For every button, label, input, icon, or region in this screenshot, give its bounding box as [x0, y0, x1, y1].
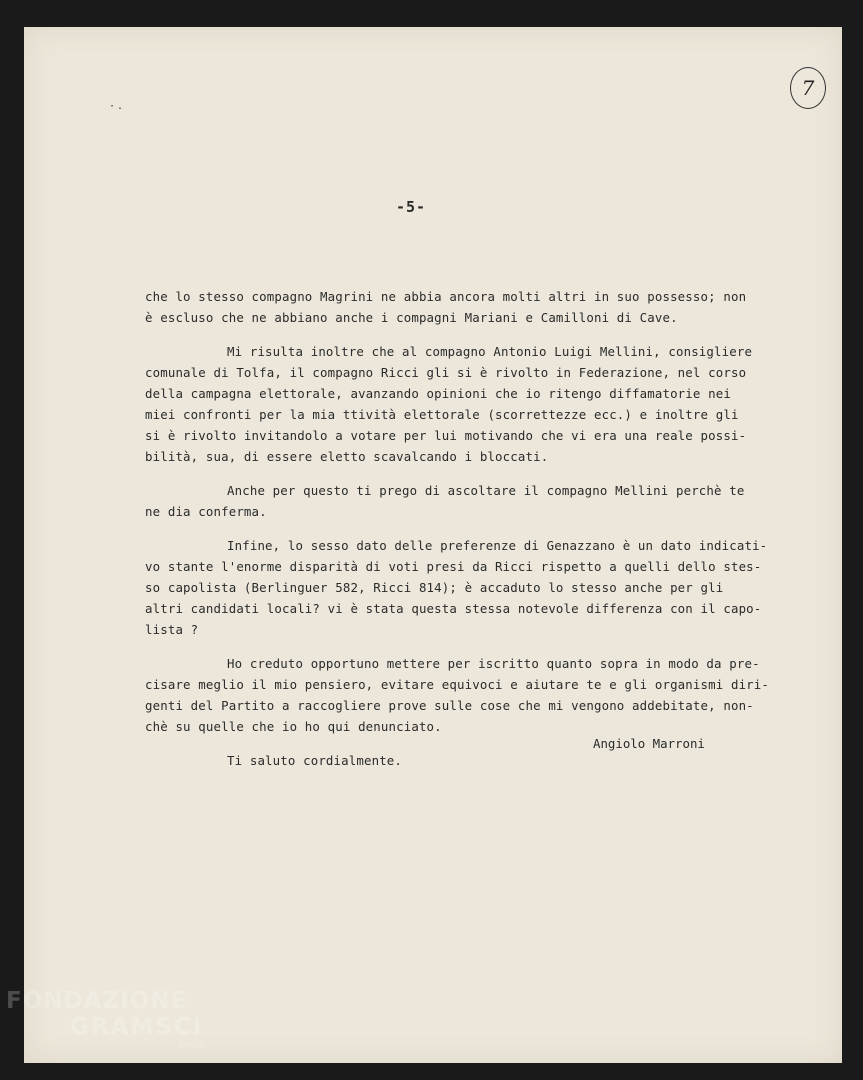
signature: Angiolo Marroni [593, 736, 705, 751]
paragraph-gap [145, 640, 810, 653]
text-line: genti del Partito a raccogliere prove sulle cose che mi vengono addebitate, non- [145, 698, 754, 713]
paragraph [145, 286, 810, 328]
text-line: Mi risulta inoltre che al compagno Antonio Luigi Mellini, consigliere [227, 344, 753, 359]
watermark-line-3: onlus [178, 1040, 205, 1051]
text-line: so capolista (Berlinguer 582, Ricci 814); è accaduto lo stesso anche per gli [145, 580, 724, 595]
text-line: che lo stesso compagno Magrini ne abbia ancora molti altri in suo possesso; non [145, 289, 747, 304]
text-line: bilità, sua, di essere eletto scavalcando i bloccati. [145, 449, 549, 464]
text-line: altri candidati locali? vi è stata questa stessa notevole differenza con il capo- [145, 601, 762, 616]
text-line: Infine, lo sesso dato delle preferenze di Genazzano è un dato indicati- [227, 538, 768, 553]
text-line: Anche per questo ti prego di ascoltare il compagno Mellini perchè te [227, 483, 745, 498]
page-number: -5- [396, 198, 427, 216]
watermark-line-1: FONDAZIONE [6, 988, 188, 1014]
paragraph-gap [145, 467, 810, 480]
letter-body [145, 286, 810, 771]
paragraph [145, 750, 810, 771]
text-line: della campagna elettorale, avanzando opinioni che io ritengo diffamatorie nei [145, 386, 731, 401]
text-line: vo stante l'enorme disparità di voti presi da Ricci rispetto a quelli dello stes- [145, 559, 762, 574]
paragraph [145, 341, 810, 467]
text-line: si è rivolto invitandolo a votare per lui motivando che vi era una reale possi- [145, 428, 747, 443]
paragraph-gap [145, 522, 810, 535]
text-line: comunale di Tolfa, il compagno Ricci gli si è rivolto in Federazione, nel corso [145, 365, 747, 380]
text-line: chè su quelle che io ho qui denunciato. [145, 719, 442, 734]
text-line: miei confronti per la mia ttività elettorale (scorrettezze ecc.) e inoltre gli [145, 407, 739, 422]
paragraph-gap [145, 737, 810, 750]
text-line: Ho creduto opportuno mettere per iscritto quanto sopra in modo da pre- [227, 656, 760, 671]
text-line: cisare meglio il mio pensiero, evitare equivoci e aiutare te e gli organismi diri- [145, 677, 770, 692]
watermark-line-2: GRAMSCI [70, 1014, 204, 1040]
text-line: lista ? [145, 622, 199, 637]
paragraph [145, 535, 810, 640]
paragraph [145, 480, 810, 522]
paragraph [145, 653, 810, 737]
folio-number-circled: 7 [790, 67, 826, 109]
text-line: Ti saluto cordialmente. [227, 753, 403, 768]
text-line: ne dia conferma. [145, 504, 267, 519]
fondazione-gramsci-watermark [6, 988, 205, 1052]
text-line: è escluso che ne abbiano anche i compagni Mariani e Camilloni di Cave. [145, 310, 678, 325]
paragraph-gap [145, 328, 810, 341]
paper-marks: ·. [109, 101, 126, 112]
